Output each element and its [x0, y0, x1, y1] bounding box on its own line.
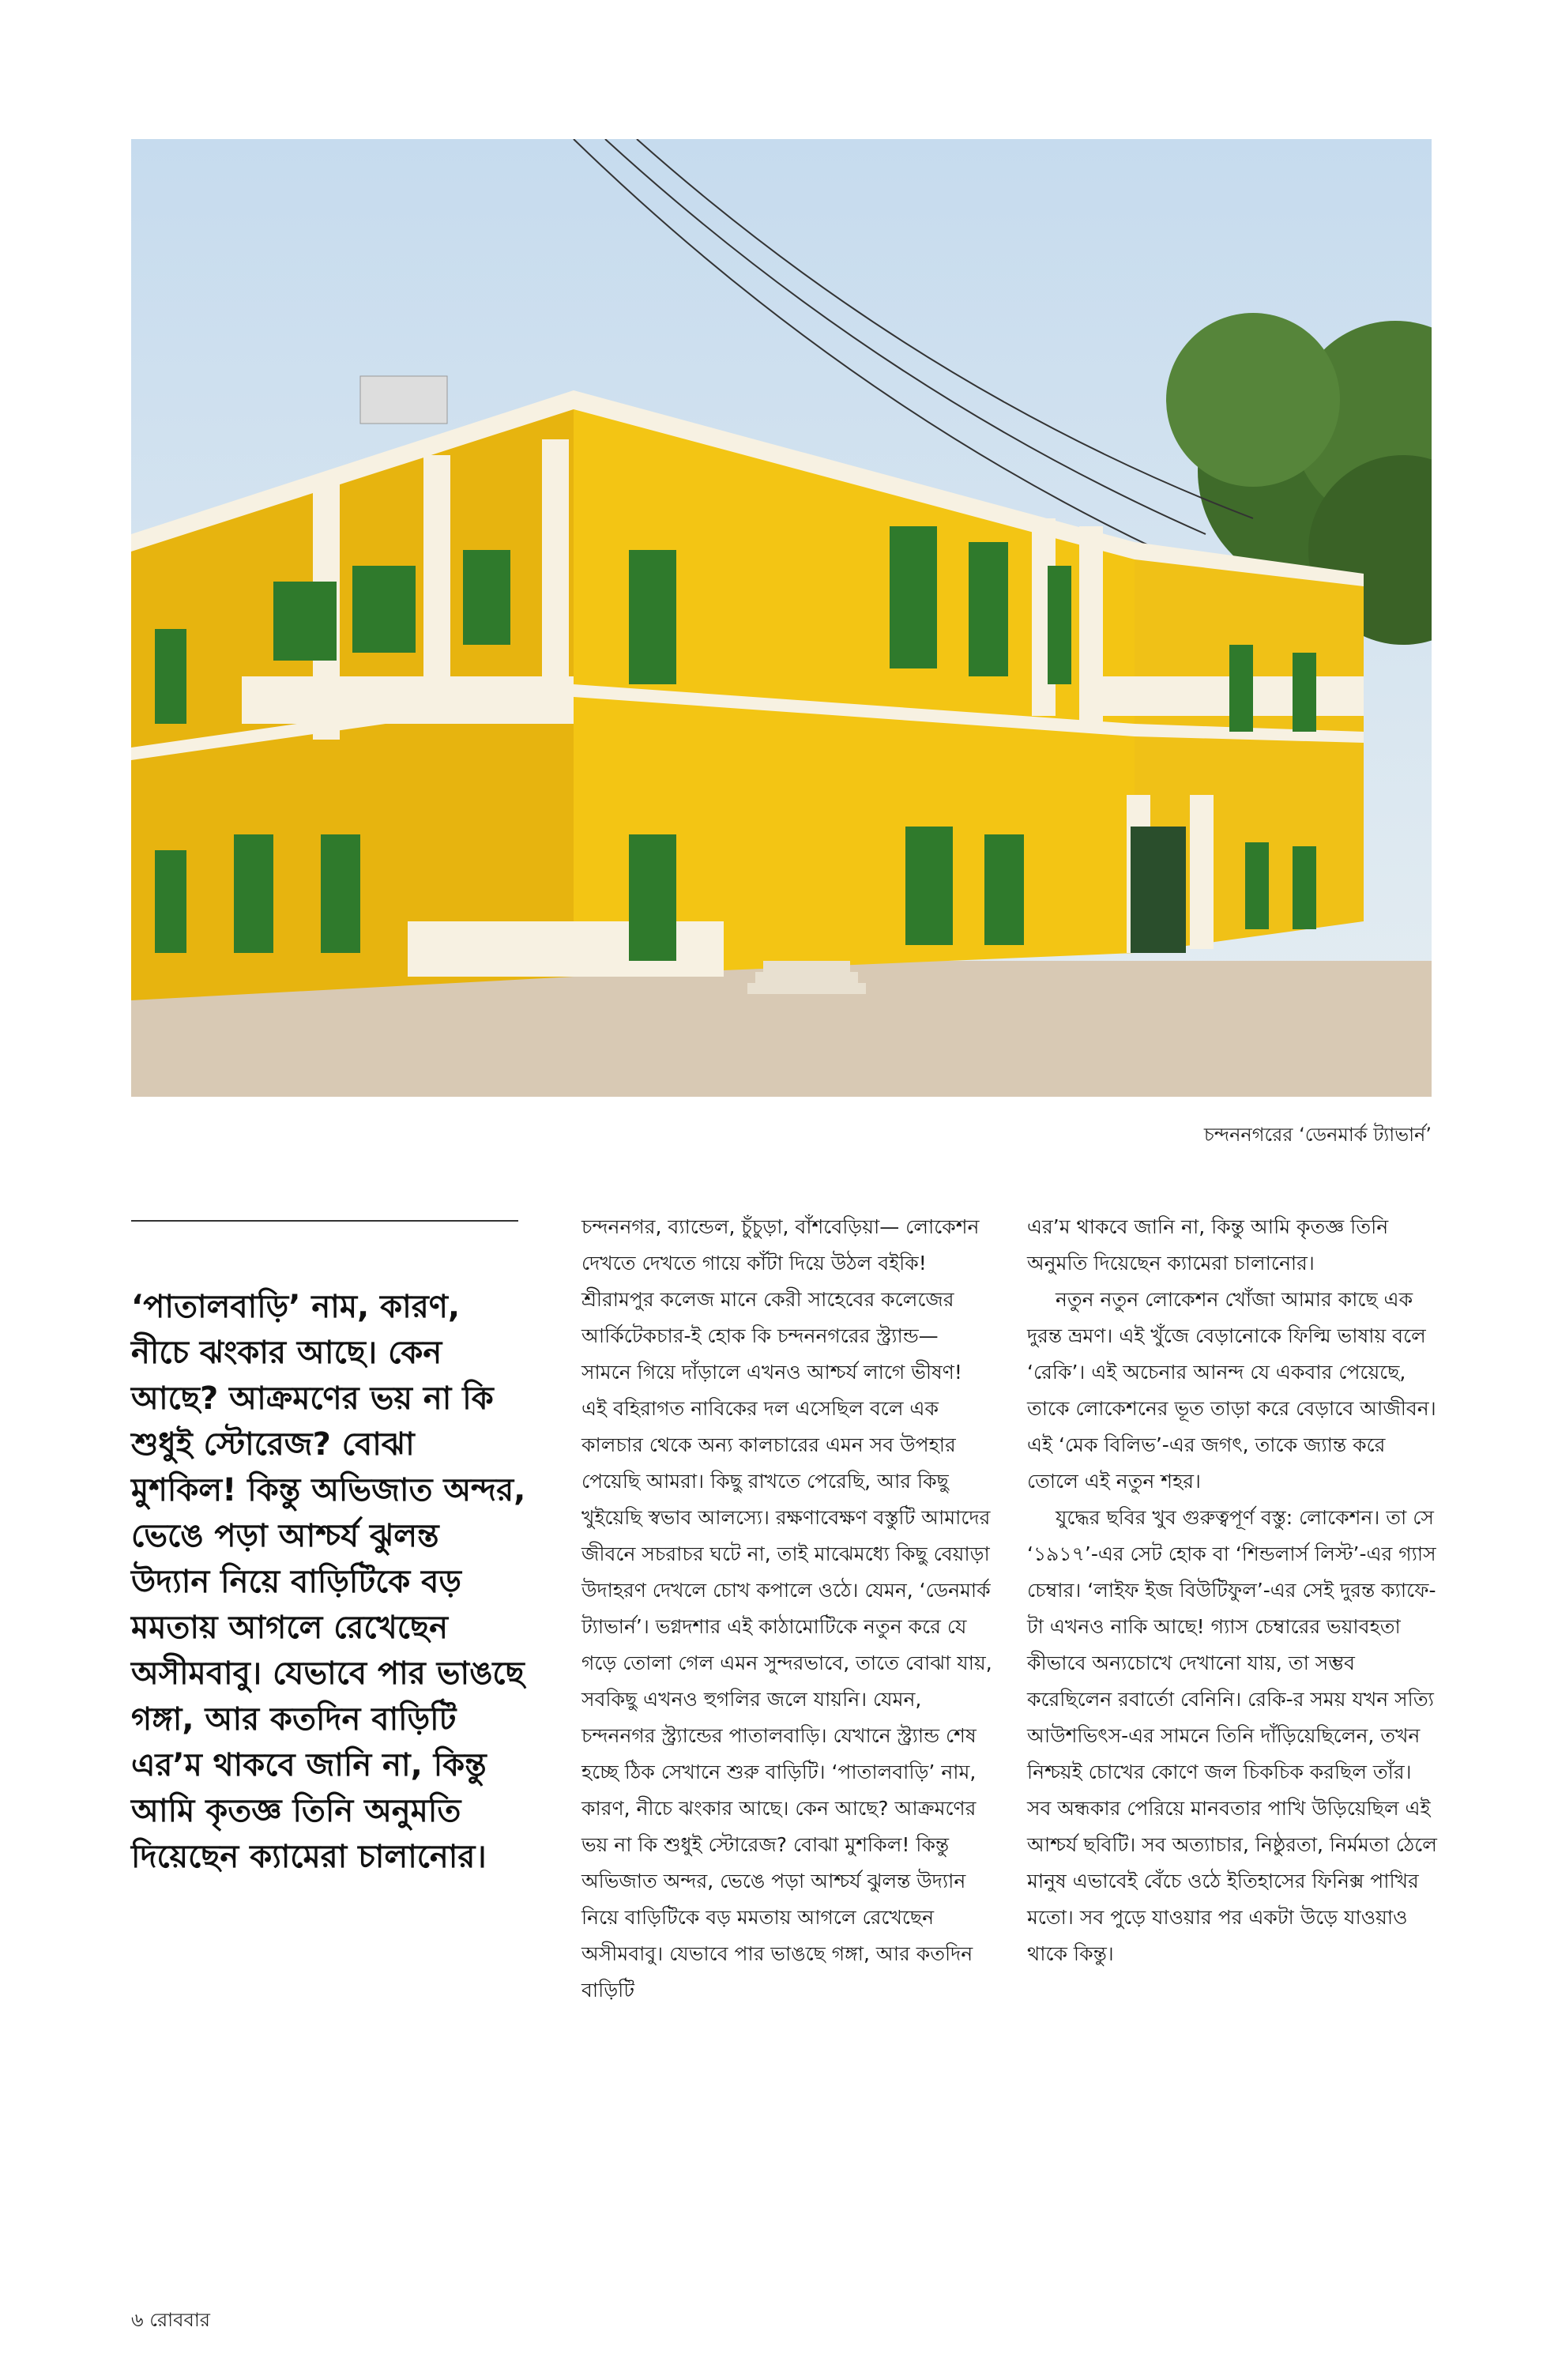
pullquote-text: ‘পাতালবাড়ি’ নাম, কারণ, নীচে ঝংকার আছে। কেন আছে? আক্রমণের ভয় না কি শুধুই স্টোরেজ? বোঝা মুশকিল! কিন্তু অভিজাত অন্দর, ভেঙে পড়া আশ্চর্য ঝুলন্ত উদ্যান নিয়ে বাড়িটিকে বড় মমতায় আগলে রেখেছেন অসীমবাবু। যেভাবে পার ভাঙছে গঙ্গা, আর কতদিন বাড়িটি এর’ম থাকবে জানি না, কিন্তু আমি কৃতজ্ঞ তিনি অনুমতি দিয়েছেন ক্যামেরা চালানোর।	[131, 1289, 526, 1875]
pullquote-rule	[131, 1220, 518, 1222]
photo-caption: চন্দননগরের ‘ডেনমার্ক ট্যাভার্ন’	[1203, 1124, 1432, 1146]
column3-paragraph-3: যুদ্ধের ছবির খুব গুরুত্বপূর্ণ বস্তু: লোকেশন। তা সে ‘১৯১৭’-এর সেট হোক বা ‘শিন্ডলার্স লিস্ট’-এর গ্যাস চেম্বার। ‘লাইফ ইজ বিউটিফুল’-এর সেই দুরন্ত ক্যাফে-টা এখনও নাকি আছে! গ্যাস চেম্বারের ভয়াবহতা কীভাবে অন্যচোখে দেখানো যায়, তা সম্ভব করেছিলেন রবার্তো বেনিনি। রেকি-র সময় যখন সত্যি আউশভিৎস-এর সামনে তিনি দাঁড়িয়েছিলেন, তখন নিশ্চয়ই চোখের কোণে জল চিকচিক করছিল তাঁর। সব অন্ধকার পেরিয়ে মানবতার পাখি উড়িয়েছিল এই আশ্চর্য ছবিটি। সব অত্যাচার, নিষ্ঠুরতা, নির্মমতা ঠেলে মানুষ এভাবেই বেঁচে ওঠে ইতিহাসের ফিনিক্স পাখির মতো। সব পুড়ে যাওয়ার পর একটা উড়ে যাওয়াও থাকে কিন্তু।	[1027, 1506, 1437, 1965]
building-illustration	[131, 139, 1432, 1097]
column2-paragraph-1: চন্দননগর, ব্যান্ডেল, চুঁচুড়া, বাঁশবেড়িয়া— লোকেশন দেখতে দেখতে গায়ে কাঁটা দিয়ে উঠল বইকি! শ্রীরামপুর কলেজ মানে কেরী সাহেবের কলেজের আর্কিটেকচার-ই হোক কি চন্দননগরের স্ট্র্যান্ড— সামনে গিয়ে দাঁড়ালে এখনও আশ্চর্য লাগে ভীষণ! এই বহিরাগত নাবিকের দল এসেছিল বলে এক কালচার থেকে অন্য কালচারের এমন সব উপহার পেয়েছি আমরা। কিছু রাখতে পেরেছি, আর কিছু খুইয়েছি স্বভাব আলস্যে। রক্ষণাবেক্ষণ বস্তুটি আমাদের জীবনে সচরাচর ঘটে না, তাই মাঝেমধ্যে কিছু বেয়াড়া উদাহরণ দেখলে চোখ কপালে ওঠে। যেমন, ‘ডেনমার্ক ট্যাভার্ন’। ভগ্নদশার এই কাঠামোটিকে নতুন করে যে গড়ে তোলা গেল এমন সুন্দরভাবে, তাতে বোঝা যায়, সবকিছু এখনও হুগলির জলে যায়নি। যেমন, চন্দননগর স্ট্র্যান্ডের পাতালবাড়ি। যেখানে স্ট্র্যান্ড শেষ হচ্ছে ঠিক সেখানে শুরু বাড়িটি। ‘পাতালবাড়ি’ নাম, কারণ, নীচে ঝংকার আছে। কেন আছে? আক্রমণের ভয় না কি শুধুই স্টোরেজ? বোঝা মুশকিল! কিন্তু অভিজাত অন্দর, ভেঙে পড়া আশ্চর্য ঝুলন্ত উদ্যান নিয়ে বাড়িটিকে বড় মমতায় আগলে রেখেছেন অসীমবাবু। যেভাবে পার ভাঙছে গঙ্গা, আর কতদিন বাড়িটি	[581, 1215, 992, 2002]
column3-paragraph-1: এর’ম থাকবে জানি না, কিন্তু আমি কৃতজ্ঞ তিনি অনুমতি দিয়েছেন ক্যামেরা চালানোর।	[1027, 1215, 1389, 1275]
front-steps	[747, 961, 866, 994]
article-column-3	[1027, 1209, 1438, 1972]
pullquote	[131, 1284, 526, 1880]
column3-paragraph-2: নতুন নতুন লোকেশন খোঁজা আমার কাছে এক দুরন্ত ভ্রমণ। এই খুঁজে বেড়ানোকে ফিল্মি ভাষায় বলে ‘রেকি’। এই অচেনার আনন্দ যে একবার পেয়েছে, তাকে লোকেশনের ভূত তাড়া করে বেড়াবে আজীবন। এই ‘মেক বিলিভ’-এর জগৎ, তাকে জ্যান্ত করে তোলে এই নতুন শহর।	[1027, 1288, 1436, 1493]
ac-unit	[360, 376, 447, 424]
article-column-2	[581, 1209, 992, 2009]
page-folio: ৬ রোববার	[131, 2309, 211, 2331]
building-photo	[131, 139, 1432, 1097]
entrance-door	[1131, 827, 1186, 953]
